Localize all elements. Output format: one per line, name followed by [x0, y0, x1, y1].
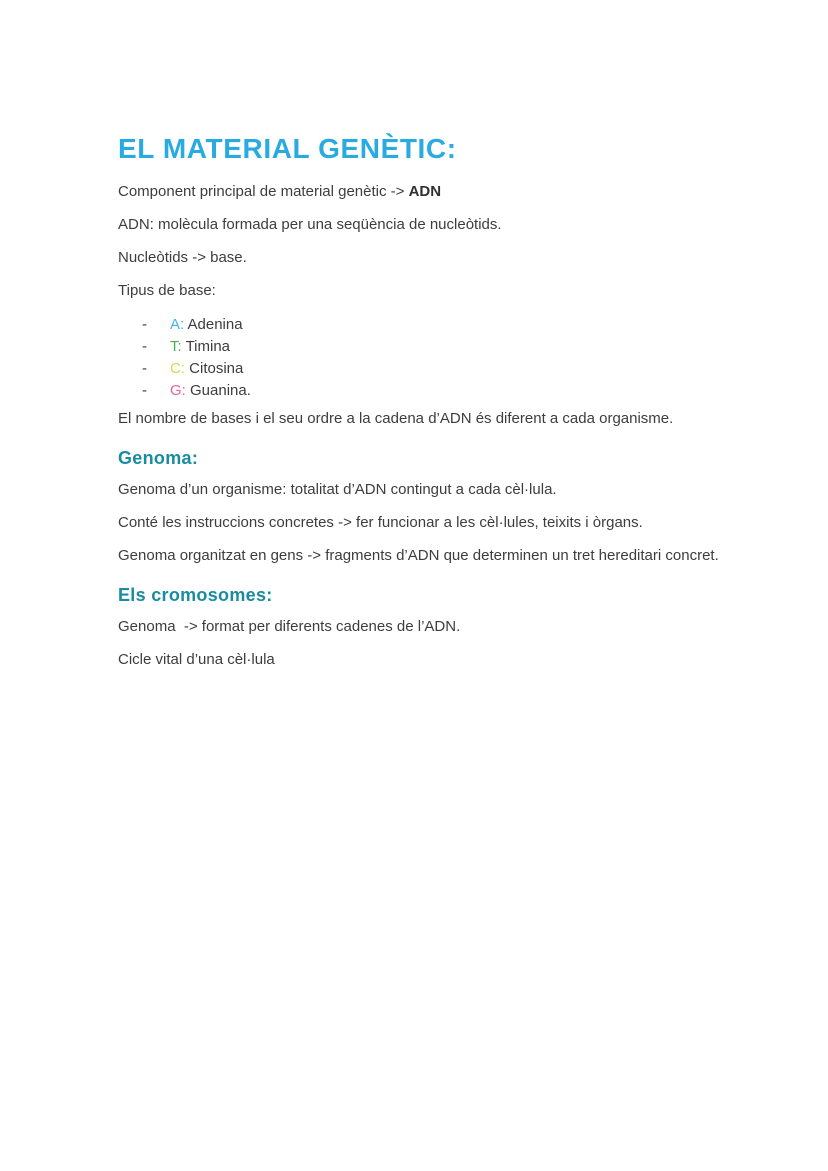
base-name-adenina: Adenina	[184, 316, 243, 333]
base-letter-g: G:	[170, 382, 186, 399]
list-item-adenina	[118, 314, 722, 336]
adn-bold-text: ADN	[408, 183, 442, 200]
list-dash: -	[142, 360, 147, 377]
paragraph-genoma-definition: Genoma d’un organisme: totalitat d’ADN contingut a cada cèl·lula.	[118, 481, 557, 498]
document-page	[118, 134, 722, 682]
paragraph-genoma-format: Genoma -> format per diferents cadenes de l’ADN.	[118, 618, 461, 635]
section-heading-cromosomes: Els cromosomes:	[118, 585, 273, 605]
paragraph-tipus-de-base: Tipus de base:	[118, 282, 216, 299]
list-item-guanina	[118, 380, 722, 402]
list-dash: -	[142, 338, 147, 355]
list-item-timina	[118, 336, 722, 358]
page-title: EL MATERIAL GENÈTIC:	[118, 133, 457, 164]
paragraph-nombre-de-bases: El nombre de bases i el seu ordre a la cadena d’ADN és diferent a cada organisme.	[118, 410, 674, 427]
base-letter-t: T:	[170, 338, 182, 355]
base-name-citosina: Citosina	[185, 360, 244, 377]
base-name-timina: Timina	[181, 338, 231, 355]
base-name-guanina: Guanina.	[185, 382, 251, 399]
list-item-citosina	[118, 358, 722, 380]
section-heading-genoma: Genoma:	[118, 448, 199, 468]
paragraph-nucleotids: Nucleòtids -> base.	[118, 249, 247, 266]
base-letter-c: C:	[170, 360, 185, 377]
list-dash: -	[142, 382, 147, 399]
list-dash: -	[142, 316, 147, 333]
base-types-list	[118, 314, 722, 402]
paragraph-adn-definition: ADN: molècula formada per una seqüència de nucleòtids.	[118, 216, 502, 233]
paragraph-genoma-gens: Genoma organitzat en gens -> fragments d’ADN que determinen un tret hereditari concret.	[118, 547, 719, 564]
paragraph-text: Component principal de material genètic ->	[118, 183, 409, 200]
paragraph-instruccions: Conté les instruccions concretes -> fer funcionar a les cèl·lules, teixits i òrgans.	[118, 514, 643, 531]
paragraph-cicle-vital: Cicle vital d’una cèl·lula	[118, 651, 275, 668]
base-letter-a: A:	[170, 316, 185, 333]
paragraph-component-principal	[118, 181, 722, 203]
